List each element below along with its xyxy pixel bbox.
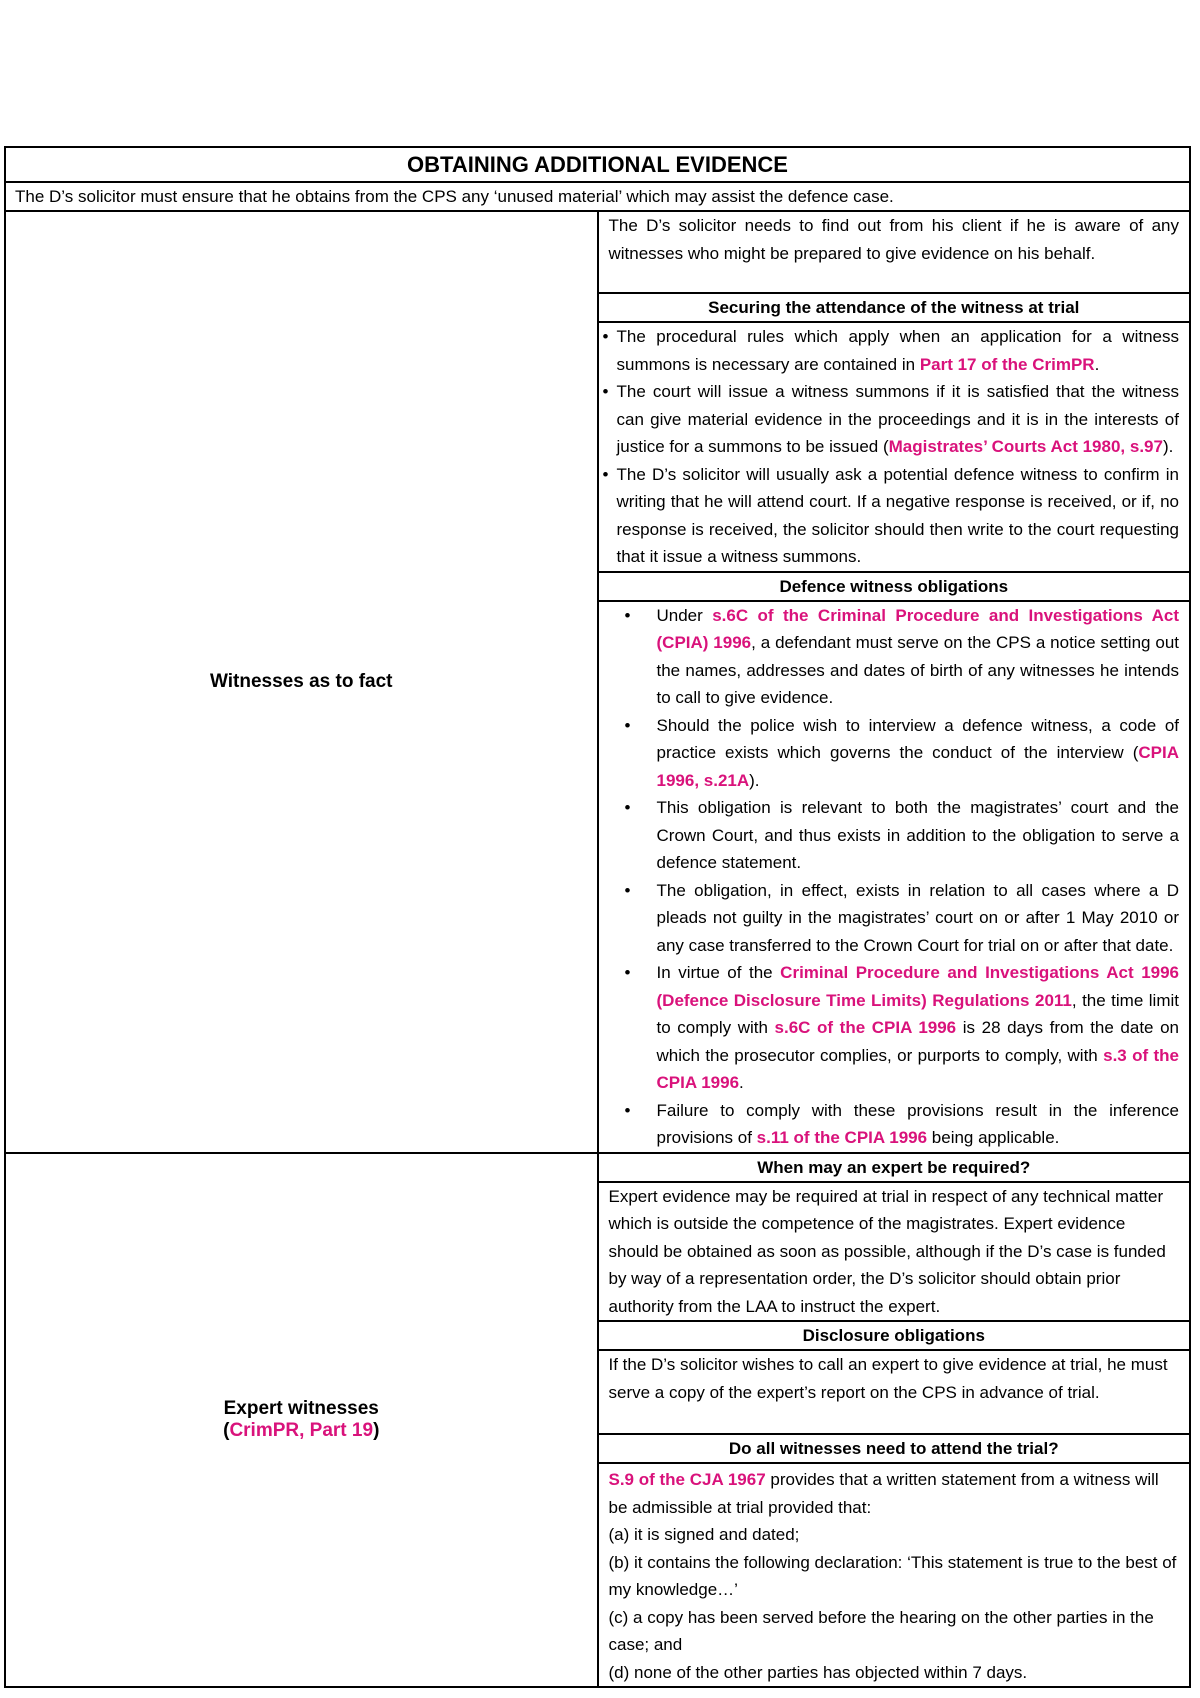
statute-ref: Criminal Procedure and Investigations Act 1996 (Defence Disclosure Time Limits) Regulations 2011 — [656, 963, 1180, 1010]
list-item — [602, 323, 1180, 378]
evidence-table — [4, 146, 1191, 1688]
witnesses-label-text: Witnesses as to fact — [209, 670, 393, 692]
item-text: is 28 days from the date on which the prosecutor complies, or purports to comply, with — [656, 1018, 1179, 1065]
item-text: The court will issue a witness summons if it is satisfied that the witness can give material evidence in the proceedings and it is in the interests of justice for a summons to be issued ( — [616, 382, 1179, 456]
page-title: OBTAINING ADDITIONAL EVIDENCE — [5, 147, 1190, 182]
condition-item: (c) a copy has been served before the hearing on the other parties in the case; and — [608, 1607, 1154, 1654]
list-item — [657, 959, 1180, 1097]
item-text: This obligation is relevant to both the magistrates’ court and the Crown Court, and thus exists in addition to the obligation to serve a defence statement. — [656, 798, 1179, 872]
item-text: Should the police wish to interview a defence witness, a code of practice exists which governs the conduct of the interview ( — [656, 715, 1179, 762]
item-text: , the time limit to comply with — [656, 990, 1179, 1037]
item-text: . — [1094, 354, 1100, 374]
required-heading: When may an expert be required? — [599, 1154, 1190, 1182]
statute-ref: S.9 of the CJA 1967 — [608, 1470, 766, 1489]
list-item — [602, 461, 1180, 571]
item-text: The procedural rules which apply when an application for a witness summons is necessary are contained in — [616, 327, 1179, 374]
item-text: ). — [749, 770, 760, 790]
experts-label-ref — [6, 1420, 597, 1442]
condition-item: (b) it contains the following declaration: ‘This statement is true to the best of my knowledge…’ — [608, 1552, 1177, 1599]
paren-close: ) — [373, 1419, 380, 1441]
intro-text: The D’s solicitor must ensure that he obtains from the CPS any ‘unused material’ which may assist the defence case. — [5, 182, 1190, 211]
attend-content — [599, 1463, 1190, 1686]
statute-ref: s.6C of the CPIA 1996 — [774, 1018, 957, 1037]
attendance-list — [602, 323, 1180, 571]
item-text: The D’s solicitor will usually ask a potential defence witness to confirm in writing that he will attend court. If a negative response is received, or if, no response is received, the solicitor should then write to the court requesting that it issue a witness summons. — [616, 464, 1179, 566]
witnesses-content — [598, 211, 1191, 1153]
witnesses-label — [5, 211, 598, 1153]
attend-text: provides that a written statement from a witness will be admissible at trial provided that: — [608, 1470, 1159, 1517]
list-item — [657, 712, 1180, 795]
experts-content — [598, 1153, 1191, 1688]
statute-ref: Magistrates’ Courts Act 1980, s.97 — [888, 437, 1163, 456]
statute-ref: CrimPR, Part 19 — [229, 1419, 374, 1441]
obligations-list — [609, 602, 1180, 1152]
list-item — [657, 877, 1180, 960]
list-item — [657, 602, 1180, 712]
attend-heading: Do all witnesses need to attend the trial? — [599, 1434, 1190, 1463]
obligations-heading: Defence witness obligations — [599, 572, 1190, 601]
item-text: In virtue of the — [656, 963, 781, 982]
statute-ref: s.6C of the Criminal Procedure and Investigations Act (CPIA) 1996 — [656, 605, 1179, 652]
condition-item: (a) it is signed and dated; — [608, 1525, 800, 1544]
bullet-icon: • — [602, 382, 609, 401]
bullet-icon: • — [602, 464, 609, 484]
statute-ref: s.11 of the CPIA 1996 — [756, 1128, 928, 1147]
list-item — [657, 1097, 1180, 1152]
bullet-icon: • — [602, 327, 609, 346]
statute-ref: s.3 of the CPIA 1996 — [656, 1045, 1180, 1092]
required-text: Expert evidence may be required at trial in respect of any technical matter which is outside the competence of the magistrates. Expert evidence should be obtained as soon as possible, although if the D’s case is funded by way of a representation order, the D’s solicitor should obtain prior authority from the LAA to instruct the expert. — [599, 1182, 1190, 1322]
item-text: , a defendant must serve on the CPS a notice setting out the names, addresses and dates of birth of any witnesses he intends to call to give evidence. — [656, 633, 1179, 707]
condition-item: (d) none of the other parties has objected within 7 days. — [608, 1662, 1028, 1682]
paren-open: ( — [223, 1419, 230, 1441]
list-item — [657, 794, 1180, 877]
item-text: . — [739, 1073, 744, 1092]
item-text: Under — [656, 605, 713, 625]
disclosure-text: If the D’s solicitor wishes to call an expert to give evidence at trial, he must serve a copy of the expert’s report on the CPS in advance of trial. — [599, 1350, 1190, 1434]
disclosure-heading: Disclosure obligations — [599, 1321, 1190, 1350]
item-text: Failure to comply with these provisions result in the inference provisions of — [656, 1100, 1179, 1147]
attendance-list-cell — [599, 322, 1190, 572]
item-text: The obligation, in effect, exists in relation to all cases where a D pleads not guilty in the magistrates’ court on or after 1 May 2010 or any case transferred to the Crown Court for trial on or after that date. — [656, 880, 1179, 955]
experts-label-text: Expert witnesses — [223, 1397, 379, 1419]
experts-label — [5, 1153, 598, 1688]
statute-ref: Part 17 of the CrimPR — [919, 354, 1095, 374]
item-text: being applicable. — [927, 1128, 1060, 1147]
attend-intro — [609, 1466, 1180, 1521]
obligations-list-cell — [599, 601, 1190, 1152]
statute-ref: CPIA 1996, s.21A — [656, 743, 1179, 790]
item-text: ). — [1162, 437, 1174, 456]
list-item — [602, 378, 1180, 461]
witnesses-opening: The D’s solicitor needs to find out from his client if he is aware of any witnesses who might be prepared to give evidence on his behalf. — [599, 212, 1190, 293]
attendance-heading: Securing the attendance of the witness at trial — [599, 293, 1190, 322]
